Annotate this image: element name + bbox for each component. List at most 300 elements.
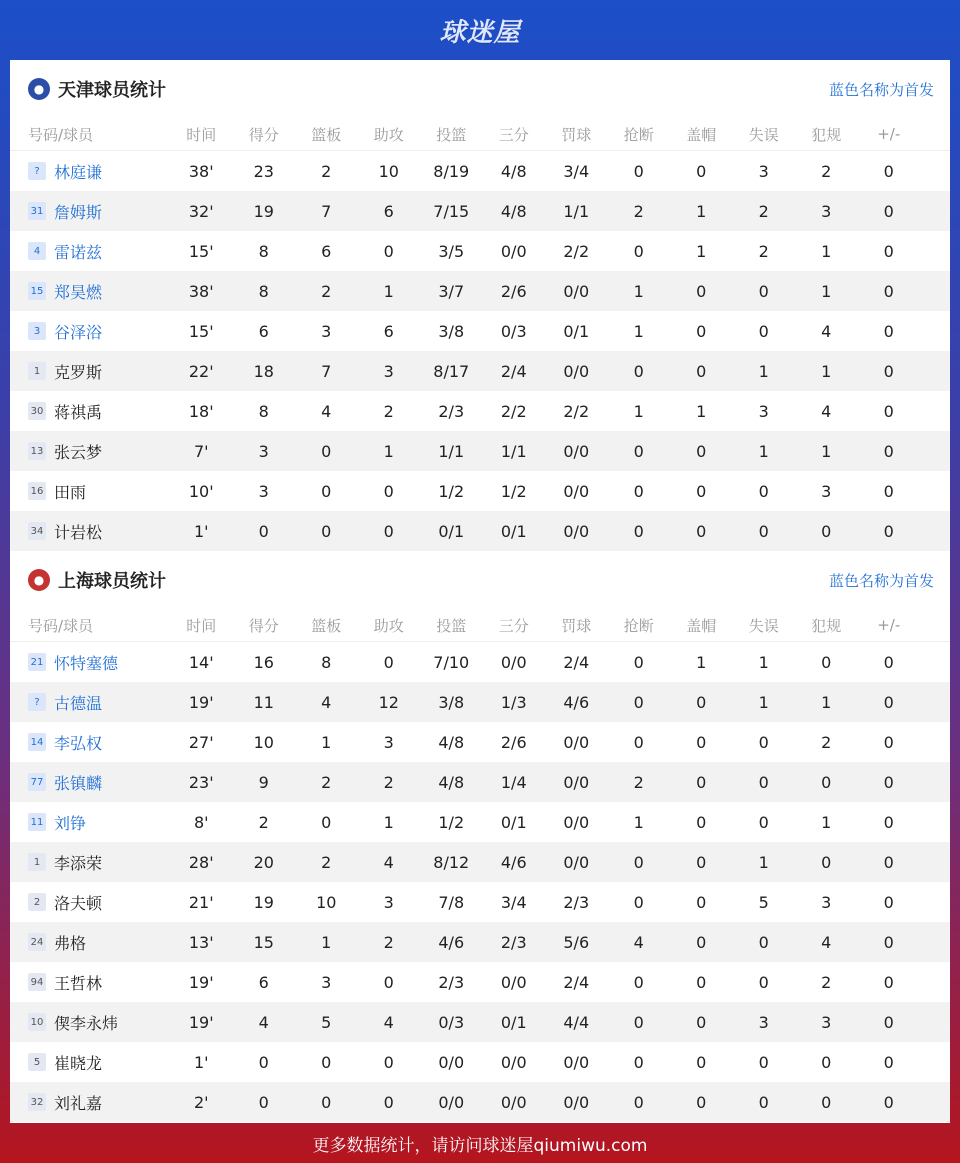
stat-cell: 3 — [821, 201, 832, 221]
player-row[interactable] — [10, 922, 950, 962]
player-cell — [10, 360, 170, 383]
player-row[interactable] — [10, 1082, 950, 1122]
stat-cell: 9 — [258, 772, 269, 792]
player-cell — [10, 440, 170, 463]
player-name[interactable]: 李弘权 — [54, 733, 103, 753]
stat-cell: 3 — [758, 161, 769, 181]
player-name[interactable]: 田雨 — [54, 482, 87, 502]
stat-cell: 0/0 — [500, 972, 527, 992]
column-header[interactable]: 失误 — [748, 616, 779, 635]
team-logo-icon: ● — [28, 569, 50, 591]
stat-cell: 0/1 — [500, 812, 527, 832]
stat-cell: 0 — [821, 772, 832, 792]
player-name[interactable]: 克罗斯 — [54, 362, 103, 382]
stat-cell: 0 — [696, 281, 707, 301]
player-name[interactable]: 张云梦 — [54, 442, 103, 462]
stat-cell: 4 — [633, 932, 644, 952]
player-name[interactable]: 计岩松 — [54, 522, 103, 542]
stat-cell: 0 — [633, 1052, 644, 1072]
stat-cell: 0 — [258, 1092, 269, 1112]
player-cell — [10, 400, 170, 423]
player-cell — [10, 1051, 170, 1074]
column-header[interactable]: 号码/球员 — [28, 616, 94, 635]
stat-cell: 19' — [188, 972, 214, 992]
stat-cell: 1 — [821, 812, 832, 832]
stat-cell: 0 — [696, 812, 707, 832]
stat-cell: 3 — [258, 481, 269, 501]
stat-cell: 0 — [696, 441, 707, 461]
stat-cell: 0 — [758, 972, 769, 992]
stat-cell: 2/4 — [563, 972, 590, 992]
stat-cell: 0 — [633, 441, 644, 461]
stat-cell: 2/2 — [563, 241, 590, 261]
stat-cell: 0/3 — [438, 1012, 465, 1032]
stat-cell: 8' — [193, 812, 209, 832]
stat-cell: 0 — [758, 772, 769, 792]
stat-cell: 27' — [188, 732, 214, 752]
stat-cell: 18 — [253, 361, 274, 381]
stat-cell: 0 — [321, 812, 332, 832]
stat-cell: 0/0 — [563, 732, 590, 752]
stat-cell: 20 — [253, 852, 274, 872]
stat-cell: 0 — [633, 892, 644, 912]
column-header[interactable]: 盖帽 — [686, 616, 717, 635]
stat-cell: 0/0 — [500, 652, 527, 672]
column-header[interactable]: +/- — [877, 125, 901, 143]
stat-cell: 22' — [188, 361, 214, 381]
player-row[interactable] — [10, 271, 950, 311]
stat-cell: 32' — [188, 201, 214, 221]
player-name[interactable]: 怀特塞德 — [54, 653, 119, 673]
player-name[interactable]: 弗格 — [54, 933, 87, 953]
stat-cell: 8/12 — [433, 852, 470, 872]
column-header[interactable]: 罚球 — [561, 616, 592, 635]
column-header[interactable]: 得分 — [248, 125, 279, 144]
stat-cell: 0 — [883, 652, 894, 672]
stat-cell: 0/0 — [563, 441, 590, 461]
stat-cell: 0 — [696, 161, 707, 181]
stat-cell: 0 — [883, 972, 894, 992]
stat-cell: 0 — [696, 321, 707, 341]
player-row[interactable] — [10, 511, 950, 551]
stat-cell: 0 — [696, 481, 707, 501]
stat-cell: 0 — [696, 521, 707, 541]
player-cell — [10, 891, 170, 914]
jersey-number-badge: 16 — [28, 482, 46, 500]
stat-cell: 4/4 — [563, 1012, 590, 1032]
jersey-number-badge: 31 — [28, 202, 46, 220]
starter-legend-note: 蓝色名称为首发 — [828, 80, 934, 99]
player-row[interactable] — [10, 151, 950, 191]
stat-cell: 0/0 — [563, 812, 590, 832]
stat-cell: 11 — [253, 692, 274, 712]
stat-cell: 0 — [696, 972, 707, 992]
jersey-number-badge: 94 — [28, 973, 46, 991]
stat-cell: 0/0 — [563, 281, 590, 301]
stat-cell: 1 — [758, 441, 769, 461]
stat-cell: 4/6 — [563, 692, 590, 712]
column-header[interactable]: 犯规 — [811, 125, 842, 144]
stat-cell: 0 — [696, 852, 707, 872]
player-row[interactable] — [10, 882, 950, 922]
jersey-number-badge: 2 — [28, 893, 46, 911]
stat-cell: 12 — [378, 692, 399, 712]
player-row[interactable] — [10, 962, 950, 1002]
stat-cell: 0 — [633, 1092, 644, 1112]
column-header[interactable]: 篮板 — [311, 616, 342, 635]
stat-cell: 1 — [383, 441, 394, 461]
column-header[interactable]: 时间 — [186, 616, 217, 635]
stat-cell: 10 — [253, 732, 274, 752]
player-name[interactable]: 古德温 — [54, 693, 103, 713]
player-cell — [10, 480, 170, 503]
column-header[interactable]: 投篮 — [436, 125, 467, 144]
stat-cell: 4 — [321, 692, 332, 712]
column-header[interactable]: 失误 — [748, 125, 779, 144]
stat-cell: 0 — [633, 852, 644, 872]
footer-banner[interactable]: 更多数据统计，请访问球迷屋qiumiwu.com — [312, 1135, 648, 1156]
stat-cell: 18' — [188, 401, 214, 421]
stat-cell: 5 — [321, 1012, 332, 1032]
player-name[interactable]: 李添荣 — [54, 853, 103, 873]
player-row[interactable] — [10, 802, 950, 842]
stat-cell: 2/4 — [563, 652, 590, 672]
stat-cell: 5/6 — [563, 932, 590, 952]
stat-cell: 2 — [321, 772, 332, 792]
stat-cell: 1 — [696, 241, 707, 261]
stat-cell: 0 — [696, 692, 707, 712]
stat-cell: 0/0 — [438, 1092, 465, 1112]
stat-cell: 0 — [696, 1092, 707, 1112]
stat-cell: 8/17 — [433, 361, 470, 381]
stat-cell: 1 — [821, 441, 832, 461]
stat-cell: 19' — [188, 1012, 214, 1032]
stat-cell: 0/1 — [563, 321, 590, 341]
player-row[interactable] — [10, 1002, 950, 1042]
player-cell — [10, 200, 170, 223]
column-header[interactable]: 犯规 — [811, 616, 842, 635]
stat-cell: 1 — [633, 401, 644, 421]
stat-cell: 8 — [258, 281, 269, 301]
stat-cell: 0 — [758, 812, 769, 832]
player-name[interactable]: 刘铮 — [54, 813, 87, 833]
jersey-number-badge: 24 — [28, 933, 46, 951]
stat-cell: 0 — [821, 1092, 832, 1112]
stat-cell: 3/8 — [438, 321, 465, 341]
stat-cell: 3/7 — [438, 281, 465, 301]
column-header[interactable]: 抢断 — [623, 616, 654, 635]
stat-cell: 1 — [821, 361, 832, 381]
stat-cell: 4 — [258, 1012, 269, 1032]
stat-cell: 2/3 — [500, 932, 527, 952]
player-name[interactable]: 洛夫顿 — [54, 893, 103, 913]
stat-cell: 4 — [821, 401, 832, 421]
stat-cell: 1' — [193, 521, 209, 541]
stat-cell: 3 — [821, 892, 832, 912]
stat-cell: 0 — [883, 401, 894, 421]
stat-cell: 23 — [253, 161, 274, 181]
stat-cell: 0 — [321, 481, 332, 501]
stat-cell: 0 — [321, 521, 332, 541]
stat-cell: 2/4 — [500, 361, 527, 381]
stat-cell: 8/19 — [433, 161, 470, 181]
stat-cell: 0/0 — [500, 1052, 527, 1072]
player-cell — [10, 1011, 170, 1034]
stat-cell: 0 — [758, 481, 769, 501]
stat-cell: 0 — [321, 441, 332, 461]
stat-cell: 1/4 — [500, 772, 527, 792]
player-row[interactable] — [10, 311, 950, 351]
player-name[interactable]: 王哲林 — [54, 973, 103, 993]
stat-cell: 10' — [188, 481, 214, 501]
stat-cell: 3 — [383, 892, 394, 912]
stat-cell: 6 — [258, 321, 269, 341]
stat-cell: 1 — [383, 812, 394, 832]
stat-cell: 0/0 — [500, 241, 527, 261]
stat-cell: 2/3 — [438, 401, 465, 421]
player-row[interactable] — [10, 842, 950, 882]
stat-cell: 15 — [253, 932, 274, 952]
jersey-number-badge: 5 — [28, 1053, 46, 1071]
column-header[interactable]: 三分 — [498, 125, 529, 144]
stat-cell: 3 — [321, 972, 332, 992]
column-header[interactable]: 盖帽 — [686, 125, 717, 144]
stat-cell: 0/1 — [500, 521, 527, 541]
player-row[interactable] — [10, 231, 950, 271]
stat-cell: 7/8 — [438, 892, 465, 912]
player-cell — [10, 520, 170, 543]
stat-cell: 2 — [821, 972, 832, 992]
player-name[interactable]: 张镇麟 — [54, 773, 103, 793]
player-row[interactable] — [10, 682, 950, 722]
stat-cell: 4 — [821, 932, 832, 952]
stat-cell: 0 — [383, 241, 394, 261]
stat-cell: 0 — [633, 241, 644, 261]
player-row[interactable] — [10, 391, 950, 431]
player-name[interactable]: 林庭谦 — [54, 162, 103, 182]
stat-cell: 2 — [321, 852, 332, 872]
stat-cell: 1 — [758, 692, 769, 712]
stat-cell: 4/8 — [438, 772, 465, 792]
stat-cell: 4 — [383, 852, 394, 872]
stat-cell: 14' — [188, 652, 214, 672]
player-cell — [10, 1091, 170, 1114]
stat-cell: 0 — [883, 812, 894, 832]
stat-cell: 1 — [821, 241, 832, 261]
column-header[interactable]: +/- — [877, 616, 901, 634]
player-cell — [10, 811, 170, 834]
jersey-number-badge: 1 — [28, 362, 46, 380]
stat-cell: 0 — [883, 361, 894, 381]
player-row[interactable] — [10, 1042, 950, 1082]
team-title: 天津球员统计 — [58, 80, 166, 101]
jersey-number-badge: 14 — [28, 733, 46, 751]
stat-cell: 0 — [258, 521, 269, 541]
stat-cell: 0/0 — [563, 521, 590, 541]
stat-cell: 1 — [758, 361, 769, 381]
column-header[interactable]: 助攻 — [373, 125, 404, 144]
stat-cell: 2/6 — [500, 281, 527, 301]
stat-cell: 6 — [258, 972, 269, 992]
stat-cell: 0 — [883, 161, 894, 181]
stat-cell: 0 — [696, 892, 707, 912]
stats-card — [10, 60, 950, 1123]
stat-cell: 1/3 — [500, 692, 527, 712]
stat-cell: 0 — [633, 652, 644, 672]
stat-cell: 1/1 — [500, 441, 527, 461]
stat-cell: 3/8 — [438, 692, 465, 712]
player-row[interactable] — [10, 762, 950, 802]
player-row[interactable] — [10, 351, 950, 391]
player-name[interactable]: 雷诺兹 — [54, 242, 103, 262]
team-section — [10, 551, 950, 1122]
stat-cell: 0 — [883, 692, 894, 712]
stat-cell: 3 — [821, 1012, 832, 1032]
jersey-number-badge: 77 — [28, 773, 46, 791]
stat-cell: 4 — [383, 1012, 394, 1032]
stat-cell: 2 — [321, 161, 332, 181]
jersey-number-badge: 32 — [28, 1093, 46, 1111]
stat-cell: 0 — [758, 732, 769, 752]
player-name[interactable]: 刘礼嘉 — [54, 1093, 103, 1113]
stat-cell: 7 — [321, 361, 332, 381]
stat-cell: 4/6 — [438, 932, 465, 952]
player-row[interactable] — [10, 722, 950, 762]
player-name[interactable]: 詹姆斯 — [54, 202, 103, 222]
stat-cell: 10 — [316, 892, 337, 912]
stat-cell: 0 — [321, 1092, 332, 1112]
stat-cell: 2 — [633, 772, 644, 792]
column-header[interactable]: 罚球 — [561, 125, 592, 144]
jersey-number-badge: 13 — [28, 442, 46, 460]
stat-cell: 1 — [696, 201, 707, 221]
jersey-number-badge: 1 — [28, 853, 46, 871]
stat-cell: 0 — [633, 1012, 644, 1032]
stat-cell: 0 — [883, 732, 894, 752]
stat-cell: 1/2 — [500, 481, 527, 501]
stat-cell: 1/2 — [438, 812, 465, 832]
player-cell — [10, 651, 170, 674]
stat-cell: 19' — [188, 692, 214, 712]
jersey-number-badge: ? — [28, 162, 46, 180]
stat-cell: 7' — [193, 441, 209, 461]
stat-cell: 8 — [258, 401, 269, 421]
player-cell — [10, 851, 170, 874]
top-banner — [0, 0, 960, 60]
column-header[interactable]: 得分 — [248, 616, 279, 635]
player-cell — [10, 280, 170, 303]
stat-cell: 0 — [883, 1012, 894, 1032]
stat-cell: 0 — [758, 1052, 769, 1072]
stat-cell: 15' — [188, 321, 214, 341]
player-name[interactable]: 崔晓龙 — [54, 1053, 103, 1073]
player-cell — [10, 971, 170, 994]
jersey-number-badge: 15 — [28, 282, 46, 300]
player-row[interactable] — [10, 431, 950, 471]
stat-cell: 7/10 — [433, 652, 470, 672]
player-name[interactable]: 蒋祺禹 — [54, 402, 103, 422]
player-row[interactable] — [10, 191, 950, 231]
team-header — [10, 60, 950, 118]
stat-cell: 3 — [758, 401, 769, 421]
stat-cell: 4/8 — [500, 161, 527, 181]
jersey-number-badge: 4 — [28, 242, 46, 260]
stat-cell: 6 — [383, 321, 394, 341]
stat-cell: 1 — [321, 932, 332, 952]
stat-cell: 1 — [696, 652, 707, 672]
stat-cell: 7 — [321, 201, 332, 221]
column-header[interactable]: 三分 — [498, 616, 529, 635]
stat-cell: 4/8 — [500, 201, 527, 221]
stat-cell: 0 — [883, 521, 894, 541]
stat-cell: 3 — [258, 441, 269, 461]
column-header[interactable]: 助攻 — [373, 616, 404, 635]
stat-cell: 0 — [633, 692, 644, 712]
stat-cell: 0 — [633, 732, 644, 752]
stat-cell: 2/3 — [563, 892, 590, 912]
stat-cell: 0/0 — [500, 1092, 527, 1112]
stat-cell: 0/3 — [500, 321, 527, 341]
stat-cell: 0 — [883, 932, 894, 952]
stat-cell: 0/1 — [500, 1012, 527, 1032]
stat-cell: 0/0 — [563, 772, 590, 792]
player-name[interactable]: 偰李永炜 — [54, 1013, 119, 1033]
column-header[interactable]: 号码/球员 — [28, 125, 94, 144]
stat-cell: 13' — [188, 932, 214, 952]
team-header — [10, 551, 950, 609]
column-header[interactable]: 时间 — [186, 125, 217, 144]
stat-cell: 0 — [696, 361, 707, 381]
stat-cell: 0 — [883, 852, 894, 872]
column-header[interactable]: 抢断 — [623, 125, 654, 144]
stat-cell: 2 — [821, 732, 832, 752]
stat-cell: 8 — [321, 652, 332, 672]
stat-cell: 10 — [378, 161, 399, 181]
stat-cell: 0 — [633, 481, 644, 501]
stat-cell: 2/3 — [438, 972, 465, 992]
team-section — [10, 60, 950, 551]
jersey-number-badge: 34 — [28, 522, 46, 540]
stat-cell: 3/4 — [500, 892, 527, 912]
column-header[interactable]: 投篮 — [436, 616, 467, 635]
player-row[interactable] — [10, 471, 950, 511]
player-cell — [10, 771, 170, 794]
stat-cell: 2 — [383, 401, 394, 421]
player-name[interactable]: 郑昊燃 — [54, 282, 103, 302]
stat-cell: 0/1 — [438, 521, 465, 541]
stat-cell: 6 — [321, 241, 332, 261]
stat-cell: 0 — [633, 361, 644, 381]
starter-legend-note: 蓝色名称为首发 — [828, 571, 934, 590]
stat-cell: 1/2 — [438, 481, 465, 501]
stat-cell: 0 — [883, 201, 894, 221]
player-name[interactable]: 谷泽浴 — [54, 322, 103, 342]
stat-cell: 0 — [633, 521, 644, 541]
stat-cell: 0 — [821, 652, 832, 672]
brand-logo: 球迷屋 — [439, 17, 521, 48]
stat-cell: 0 — [696, 932, 707, 952]
stat-cell: 3 — [821, 481, 832, 501]
stat-cell: 0 — [883, 1052, 894, 1072]
player-row[interactable] — [10, 642, 950, 682]
stat-cell: 0 — [758, 932, 769, 952]
column-header[interactable]: 篮板 — [311, 125, 342, 144]
stat-cell: 2 — [321, 281, 332, 301]
stat-cell: 0/0 — [563, 852, 590, 872]
stat-cell: 6 — [383, 201, 394, 221]
stat-cell: 2/2 — [500, 401, 527, 421]
stat-cell: 19 — [253, 892, 274, 912]
